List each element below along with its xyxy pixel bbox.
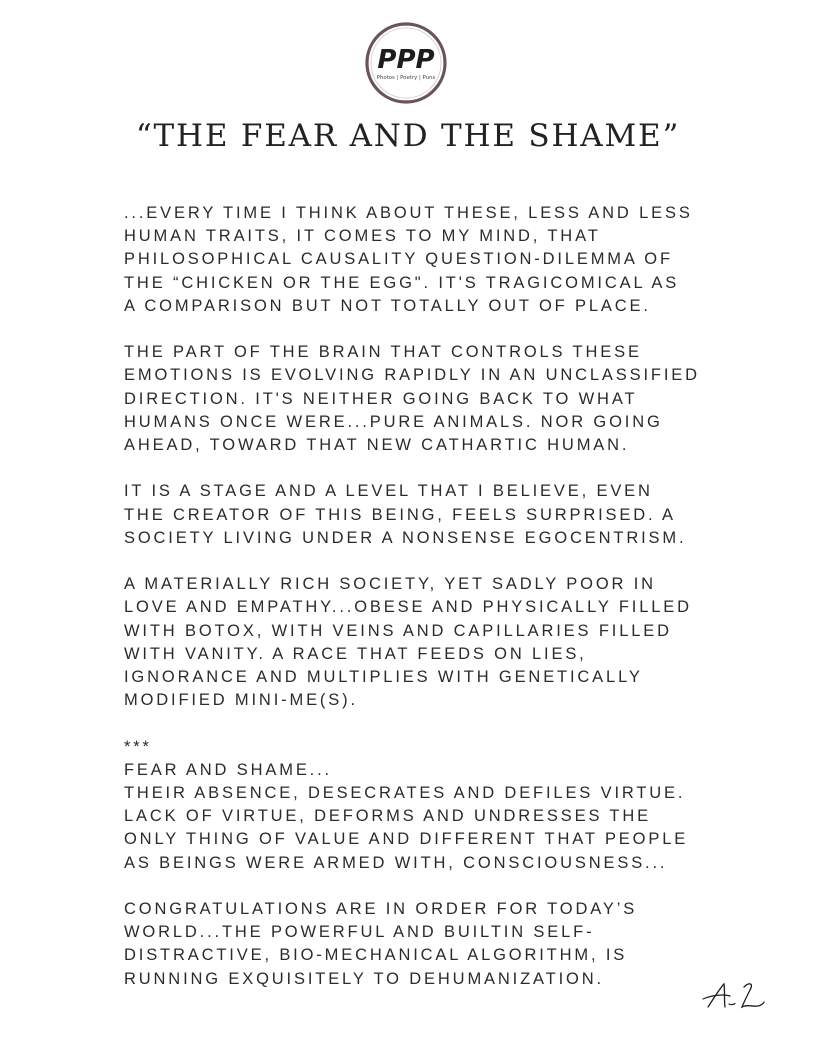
logo-tagline: Photos | Poetry | Puns — [376, 75, 436, 81]
paragraph: ...EVERY TIME I THINK ABOUT THESE, LESS AND LESS HUMAN TRAITS, IT COMES TO MY MIND, THAT PHILOSOPHICAL CAUSALITY QUESTION-DILEMMA OF THE “CHICKEN OR THE EGG". IT'S TRAGICOMICAL AS A COMPARISON BUT NOT TOTALLY OUT OF PLACE. — [124, 204, 693, 315]
paragraph: IT IS A STAGE AND A LEVEL THAT I BELIEVE, EVEN THE CREATOR OF THIS BEING, FEELS SURPRISED. A SOCIETY LIVING UNDER A NONSENSE EGOCENTRISM. — [124, 482, 687, 547]
section-separator: *** — [124, 737, 152, 756]
poem-body — [124, 202, 724, 991]
paragraph: THEIR ABSENCE, DESECRATES AND DEFILES VIRTUE. LACK OF VIRTUE, DEFORMS AND UNDRESSES THE ONLY THING OF VALUE AND DIFFERENT THAT PEOPLE AS BEINGS WERE ARMED WITH, CONSCIOUSNESS... — [124, 784, 689, 872]
handwritten-signature — [700, 978, 768, 1014]
paragraph: A MATERIALLY RICH SOCIETY, YET SADLY POOR IN LOVE AND EMPATHY...OBESE AND PHYSICALLY FILLED WITH BOTOX, WITH VEINS AND CAPILLARIES FILLED WITH VANITY. A RACE THAT FEEDS ON LIES, IGNORANCE AND MULTIPLIES WITH GENETICALLY MODIFIED MINI-ME(S). — [124, 575, 692, 710]
page-title: “THE FEAR AND THE SHAME” — [135, 118, 681, 154]
section-heading: FEAR AND SHAME... — [124, 760, 332, 779]
logo-monogram: PPP — [377, 45, 435, 75]
ppp-logo — [362, 22, 450, 104]
paragraph: THE PART OF THE BRAIN THAT CONTROLS THESE EMOTIONS IS EVOLVING RAPIDLY IN AN UNCLASSIFIED DIRECTION. IT'S NEITHER GOING BACK TO WHAT HUMANS ONCE WERE...PURE ANIMALS. NOR GOING AHEAD, TOWARD THAT NEW CATHARTIC HUMAN. — [124, 343, 700, 455]
paragraph: CONGRATULATIONS ARE IN ORDER FOR TODAY’S WORLD...THE POWERFUL AND BUILTIN SELF- DISTRACTIVE, BIO-MECHANICAL ALGORITHM, IS RUNNING EXQUISITELY TO DEHUMANIZATION. — [124, 900, 638, 988]
